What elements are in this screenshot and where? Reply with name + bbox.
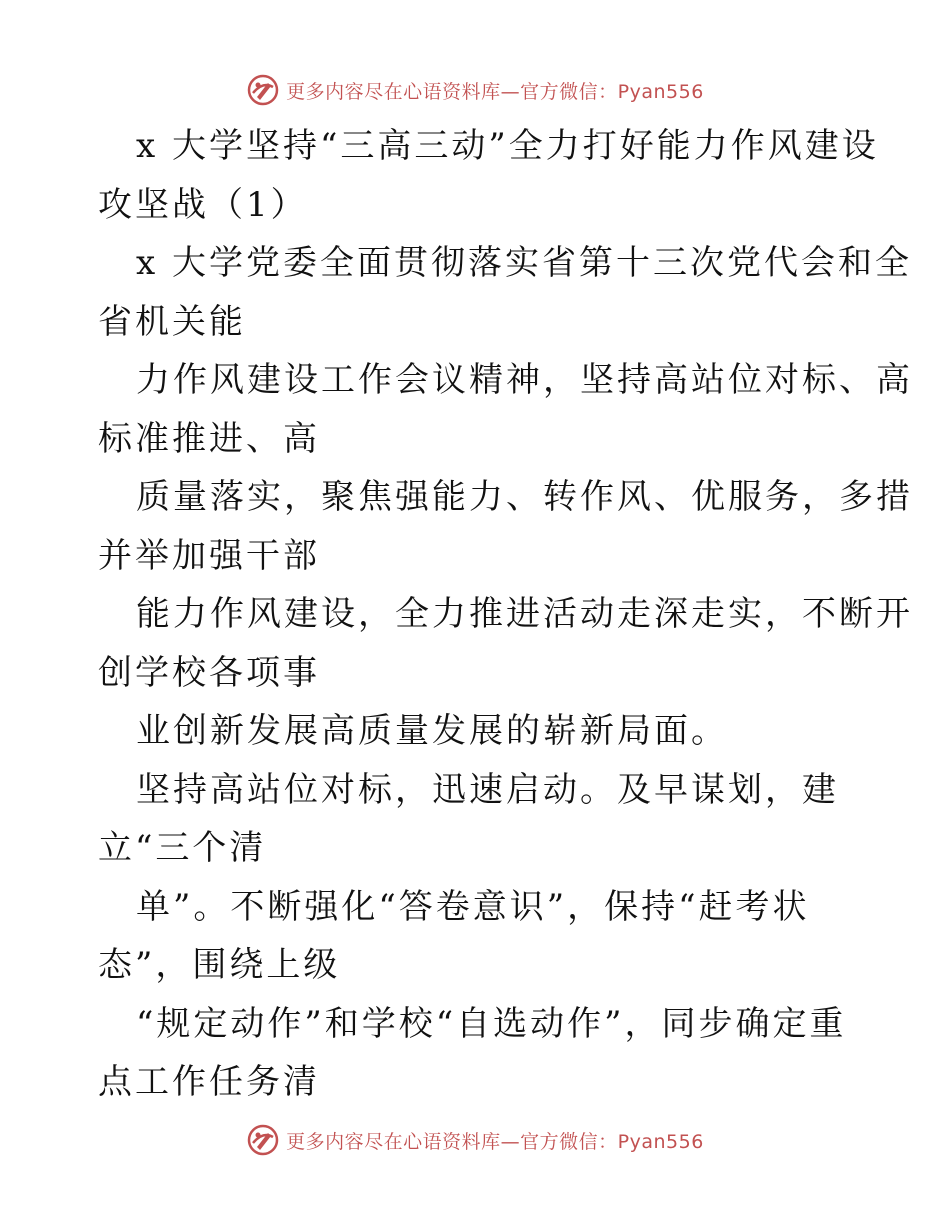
- footer-watermark: [0, 1120, 950, 1160]
- text-line: 省机关能: [98, 301, 246, 342]
- text-line: 态”，围绕上级: [98, 945, 341, 985]
- text-line: 坚持高站位对标，迅速启动。及早谋划，建: [136, 769, 839, 810]
- text-line: 业创新发展高质量发展的崭新局面。: [136, 711, 728, 751]
- text-line: 标准推进、高: [98, 418, 320, 459]
- text-line: 攻坚战（1）: [98, 184, 308, 225]
- watermark-text: 更多内容尽在心语资料库—官方微信：Pyan556: [286, 80, 704, 103]
- text-line: 创学校各项事: [98, 652, 320, 693]
- text-line: 力作风建设工作会议精神，坚持高站位对标、高: [136, 360, 913, 400]
- text-line: 立“三个清: [98, 828, 267, 868]
- text-line: 并举加强干部: [98, 535, 320, 576]
- text-line: 能力作风建设，全力推进活动走深走实，不断开: [136, 594, 913, 634]
- text-line: 点工作任务清: [98, 1062, 320, 1102]
- text-line: x 大学党委全面贯彻落实省第十三次党代会和全: [136, 243, 912, 283]
- text-line: 单”。不断强化“答卷意识”，保持“赶考状: [136, 886, 810, 927]
- text-line: 质量落实，聚焦强能力、转作风、优服务，多措: [136, 477, 913, 517]
- header-watermark: [0, 70, 950, 110]
- seal-logo-icon: [246, 73, 280, 107]
- seal-logo-icon: [246, 1123, 280, 1157]
- text-line: x 大学坚持“三高三动”全力打好能力作风建设: [136, 126, 879, 166]
- text-line: “规定动作”和学校“自选动作”，同步确定重: [136, 1003, 847, 1044]
- watermark-text: 更多内容尽在心语资料库—官方微信：Pyan556: [286, 1130, 704, 1153]
